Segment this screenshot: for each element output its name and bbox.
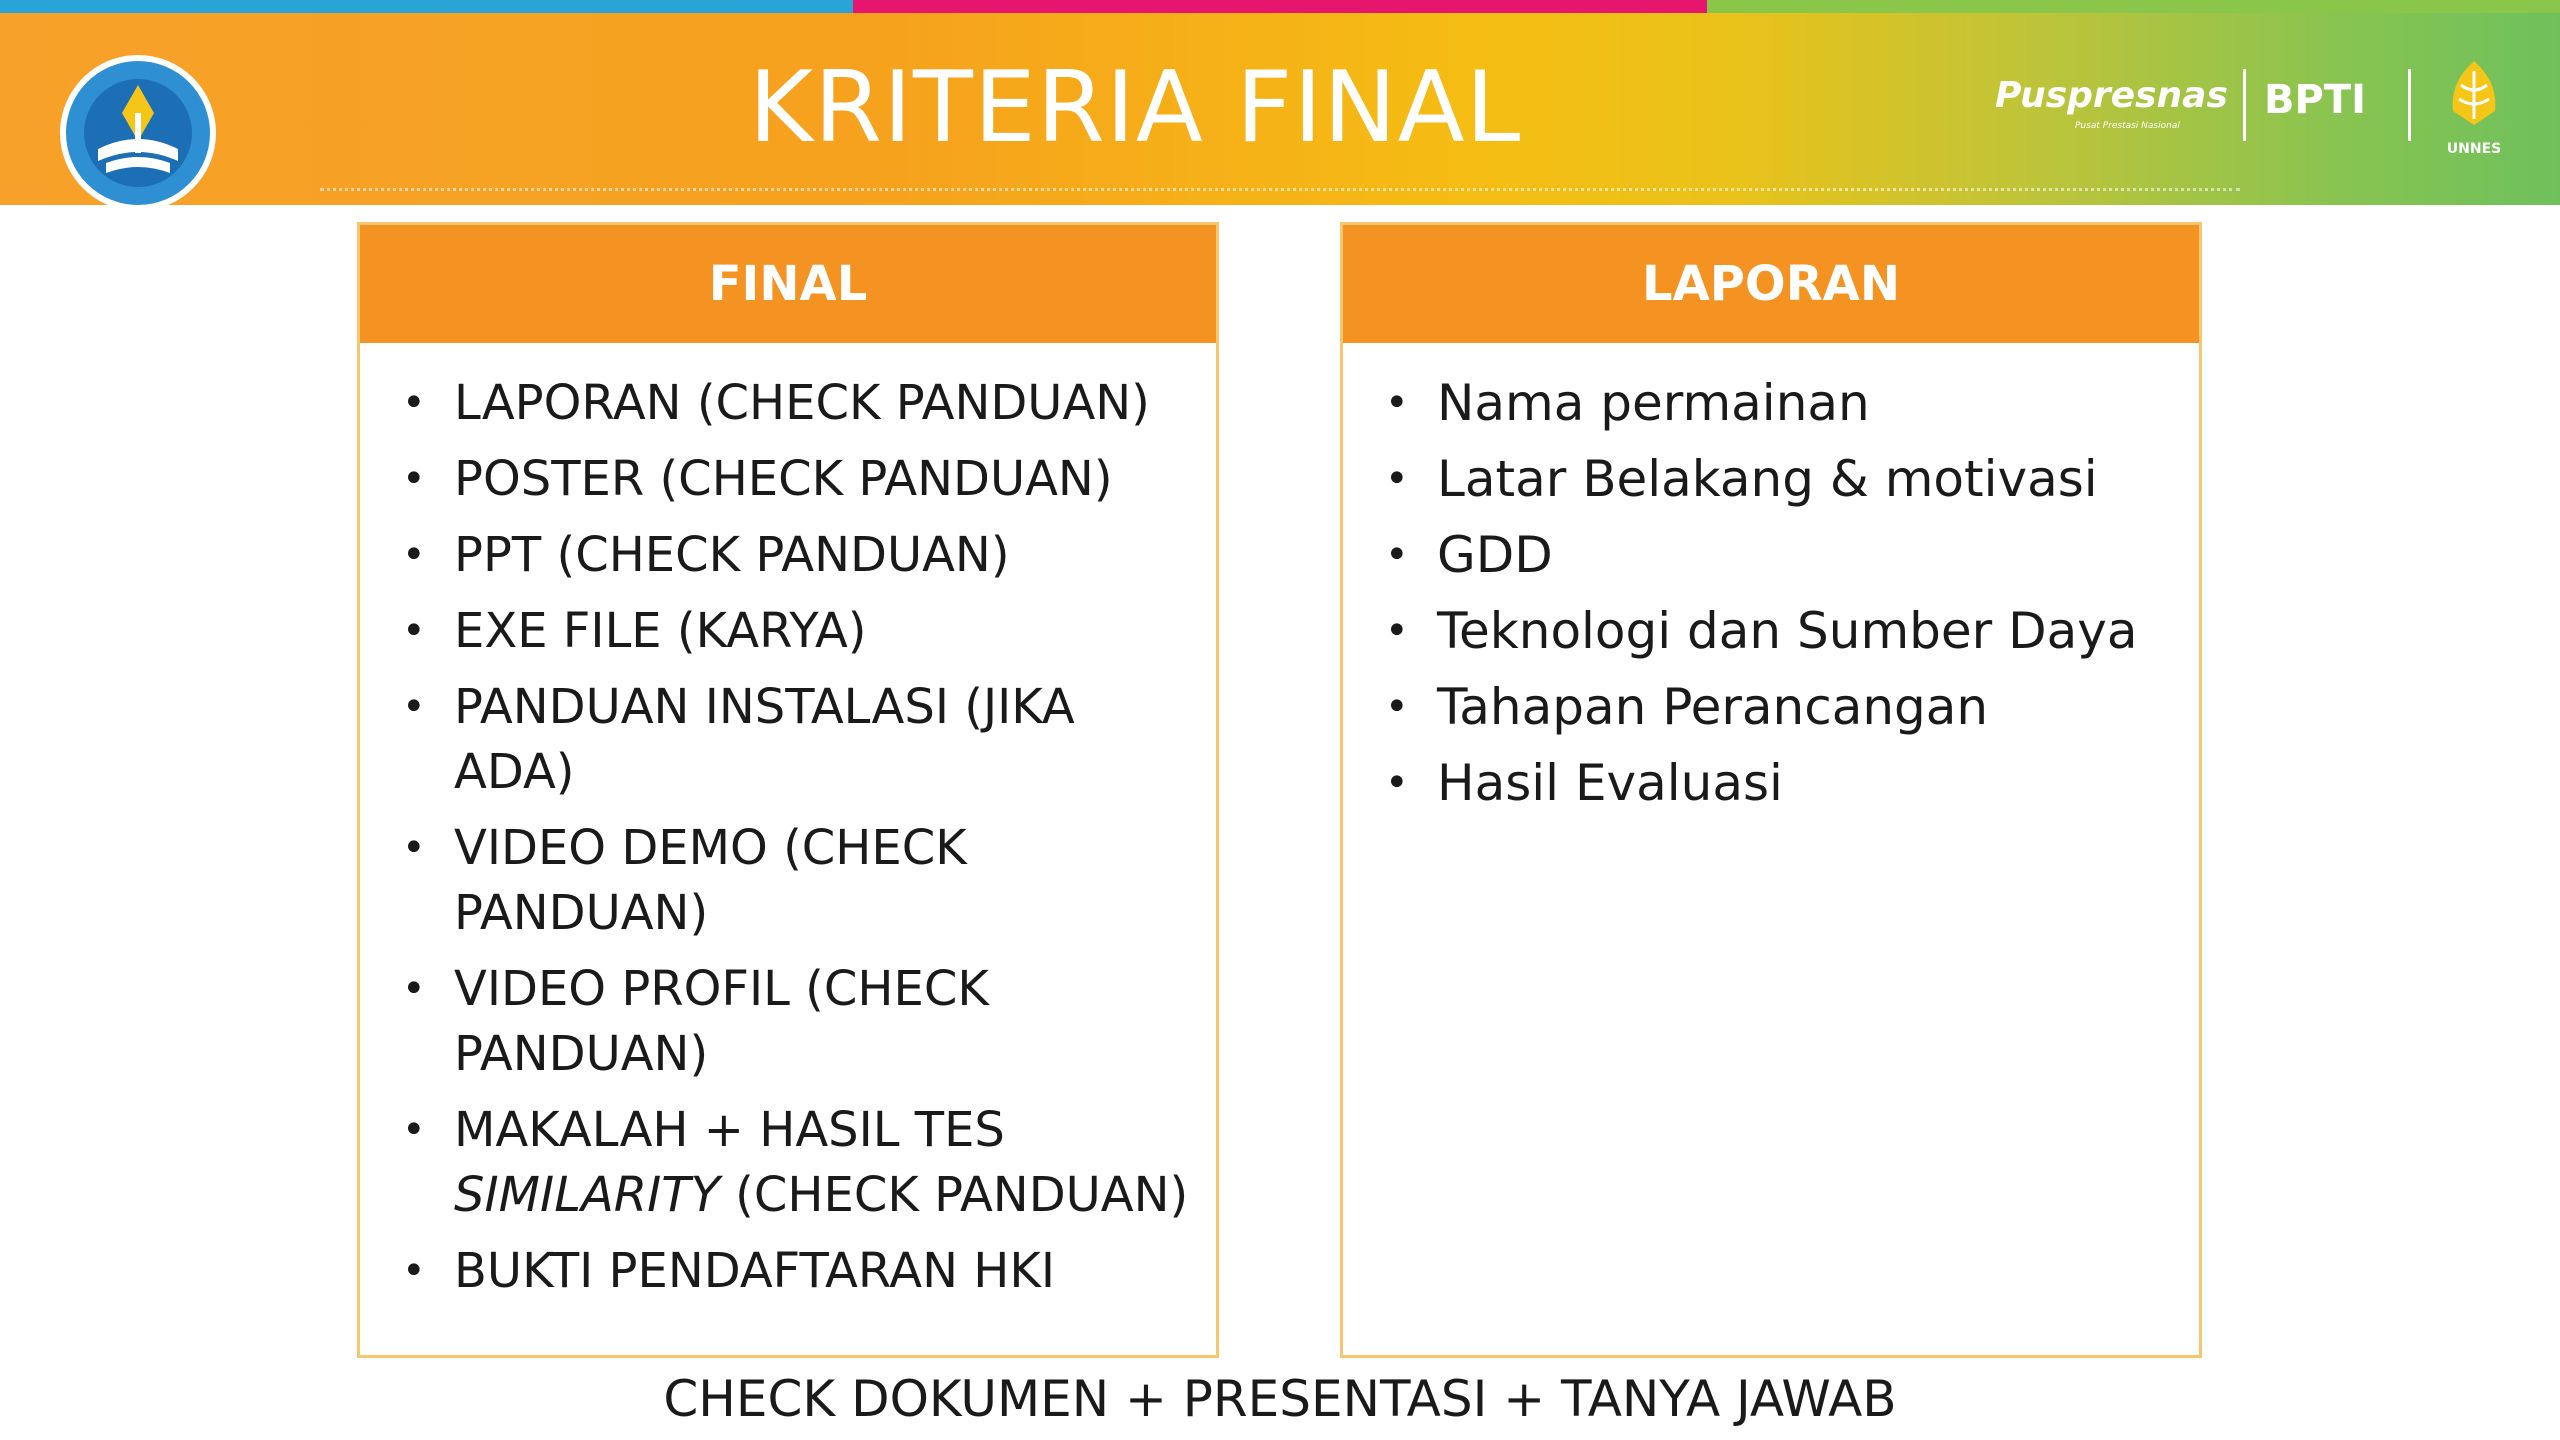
bullet-icon: • — [1385, 456, 1409, 502]
puspresnas-subtitle: Pusat Prestasi Nasional — [2075, 121, 2180, 131]
list-item: • Tahapan Perancangan — [1371, 675, 2175, 740]
list-item: • MAKALAH + HASIL TES SIMILARITY (CHECK PANDUAN) — [388, 1098, 1192, 1228]
list-item: • GDD — [1371, 523, 2175, 588]
bullet-icon: • — [402, 532, 426, 578]
bullet-icon: • — [402, 966, 426, 1012]
bullet-icon: • — [402, 684, 426, 730]
list-item: • Teknologi dan Sumber Daya — [1371, 599, 2175, 664]
bullet-icon: • — [402, 1248, 426, 1294]
dotted-divider — [320, 188, 2240, 191]
bullet-icon: • — [1385, 684, 1409, 730]
stripe-pink — [853, 0, 1707, 13]
laporan-contents-list — [1343, 343, 2199, 816]
bullet-icon: • — [1385, 380, 1409, 426]
panel-laporan — [1340, 222, 2202, 1358]
panel-final-heading: FINAL — [360, 225, 1216, 343]
list-item: • Nama permainan — [1371, 371, 2175, 436]
bullet-icon: • — [1385, 760, 1409, 806]
bullet-icon: • — [402, 1107, 426, 1153]
similarity-term: SIMILARITY — [454, 1167, 720, 1223]
bpti-logo — [2264, 75, 2390, 135]
panel-final — [357, 222, 1219, 1358]
bullet-icon: • — [402, 380, 426, 426]
unnes-label: UNNES — [2446, 141, 2502, 157]
list-item: • PPT (CHECK PANDUAN) — [388, 523, 1192, 588]
list-item: • Latar Belakang & motivasi — [1371, 447, 2175, 512]
list-item: • LAPORAN (CHECK PANDUAN) — [388, 371, 1192, 436]
bullet-icon: • — [1385, 608, 1409, 654]
list-item: • VIDEO DEMO (CHECK PANDUAN) — [388, 816, 1192, 946]
panel-laporan-heading: LAPORAN — [1343, 225, 2199, 343]
list-item: • POSTER (CHECK PANDUAN) — [388, 447, 1192, 512]
bullet-icon: • — [402, 608, 426, 654]
list-item: • BUKTI PENDAFTARAN HKI — [388, 1239, 1192, 1304]
bullet-icon: • — [402, 825, 426, 871]
partner-logos — [1995, 55, 2519, 155]
puspresnas-wordmark: Puspresnas — [1995, 75, 2228, 116]
top-color-stripe — [0, 0, 2560, 13]
stripe-green — [1707, 0, 2560, 13]
page-title: KRITERIA FINAL — [748, 51, 1522, 165]
logo-separator — [2408, 69, 2411, 141]
list-item: • EXE FILE (KARYA) — [388, 599, 1192, 664]
header-banner — [0, 13, 2560, 205]
unnes-emblem-icon — [2429, 55, 2519, 135]
bullet-icon: • — [402, 456, 426, 502]
stripe-blue — [0, 0, 853, 13]
list-item: • VIDEO PROFIL (CHECK PANDUAN) — [388, 957, 1192, 1087]
bullet-icon: • — [1385, 532, 1409, 578]
final-criteria-list — [360, 343, 1216, 1304]
list-item: • PANDUAN INSTALASI (JIKA ADA) — [388, 675, 1192, 805]
unnes-logo — [2429, 55, 2519, 155]
list-item: • Hasil Evaluasi — [1371, 751, 2175, 816]
footer-caption: CHECK DOKUMEN + PRESENTASI + TANYA JAWAB — [663, 1370, 1897, 1428]
logo-separator — [2243, 69, 2246, 141]
bpti-wordmark: BPTI — [2264, 77, 2366, 123]
puspresnas-logo — [1995, 75, 2228, 135]
